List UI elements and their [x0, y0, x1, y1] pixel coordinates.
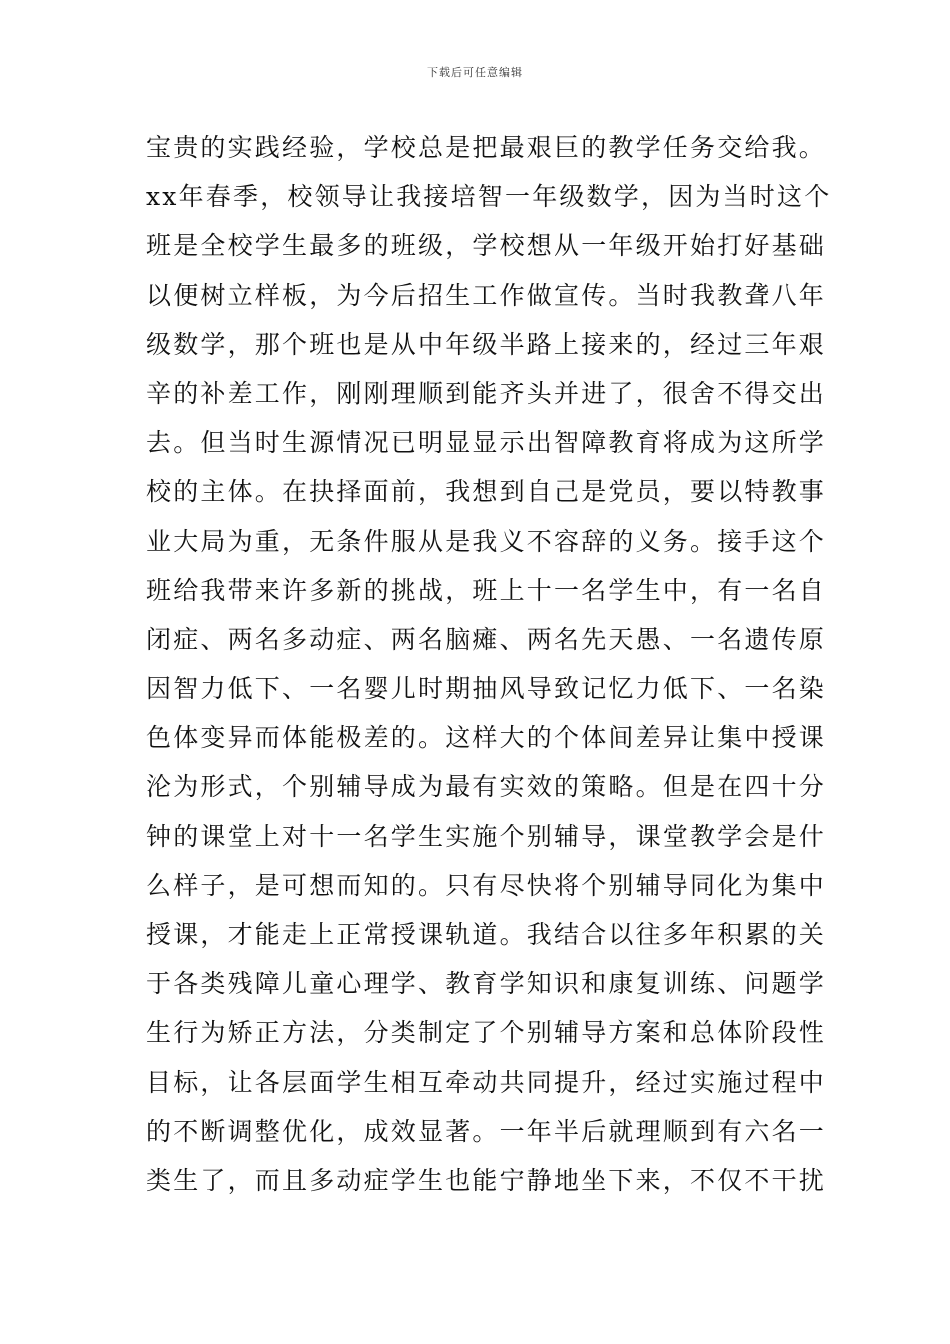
text-line: 以便树立样板，为今后招生工作做宣传。当时我教聋八年 [146, 280, 827, 310]
text-line: 校的主体。在抉择面前，我想到自己是党员，要以特教事 [146, 477, 827, 507]
text-line: 级数学，那个班也是从中年级半路上接来的，经过三年艰 [146, 329, 827, 359]
text-line: 沦为形式，个别辅导成为最有实效的策略。但是在四十分 [146, 772, 827, 802]
text-line: 么样子，是可想而知的。只有尽快将个别辅导同化为集中 [146, 870, 827, 900]
body-text [146, 128, 846, 1210]
page-header: 下载后可任意编辑 [427, 66, 523, 79]
text-line: 类生了，而且多动症学生也能宁静地坐下来，不仅不干扰 [146, 1165, 827, 1195]
text-line: 辛的补差工作，刚刚理顺到能齐头并进了，很舍不得交出 [146, 378, 827, 408]
text-line: 授课，才能走上正常授课轨道。我结合以往多年积累的关 [146, 920, 827, 949]
text-line: 的不断调整优化，成效显著。一年半后就理顺到有六名一 [146, 1116, 827, 1146]
text-line: 钟的课堂上对十一名学生实施个别辅导，课堂教学会是什 [146, 821, 827, 851]
text-line: 于各类残障儿童心理学、教育学知识和康复训练、问题学 [146, 969, 827, 999]
text-line: 闭症、两名多动症、两名脑瘫、两名先天愚、一名遗传原 [146, 624, 827, 654]
text-line: 生行为矫正方法，分类制定了个别辅导方案和总体阶段性 [146, 1018, 827, 1048]
text-line: 因智力低下、一名婴儿时期抽风导致记忆力低下、一名染 [146, 674, 827, 704]
text-line: 业大局为重，无条件服从是我义不容辞的义务。接手这个 [146, 526, 827, 556]
text-line: 目标，让各层面学生相互牵动共同提升，经过实施过程中 [146, 1067, 827, 1097]
text-line: 去。但当时生源情况已明显显示出智障教育将成为这所学 [146, 428, 827, 458]
text-line: 宝贵的实践经验，学校总是把最艰巨的教学任务交给我。 [146, 133, 827, 162]
text-line: xx年春季，校领导让我接培智一年级数学，因为当时这个 [146, 182, 832, 212]
text-line: 班给我带来许多新的挑战，班上十一名学生中，有一名自 [146, 575, 827, 605]
text-line: 色体变异而体能极差的。这样大的个体间差异让集中授课 [146, 723, 827, 753]
text-line: 班是全校学生最多的班级，学校想从一年级开始打好基础 [146, 231, 827, 261]
